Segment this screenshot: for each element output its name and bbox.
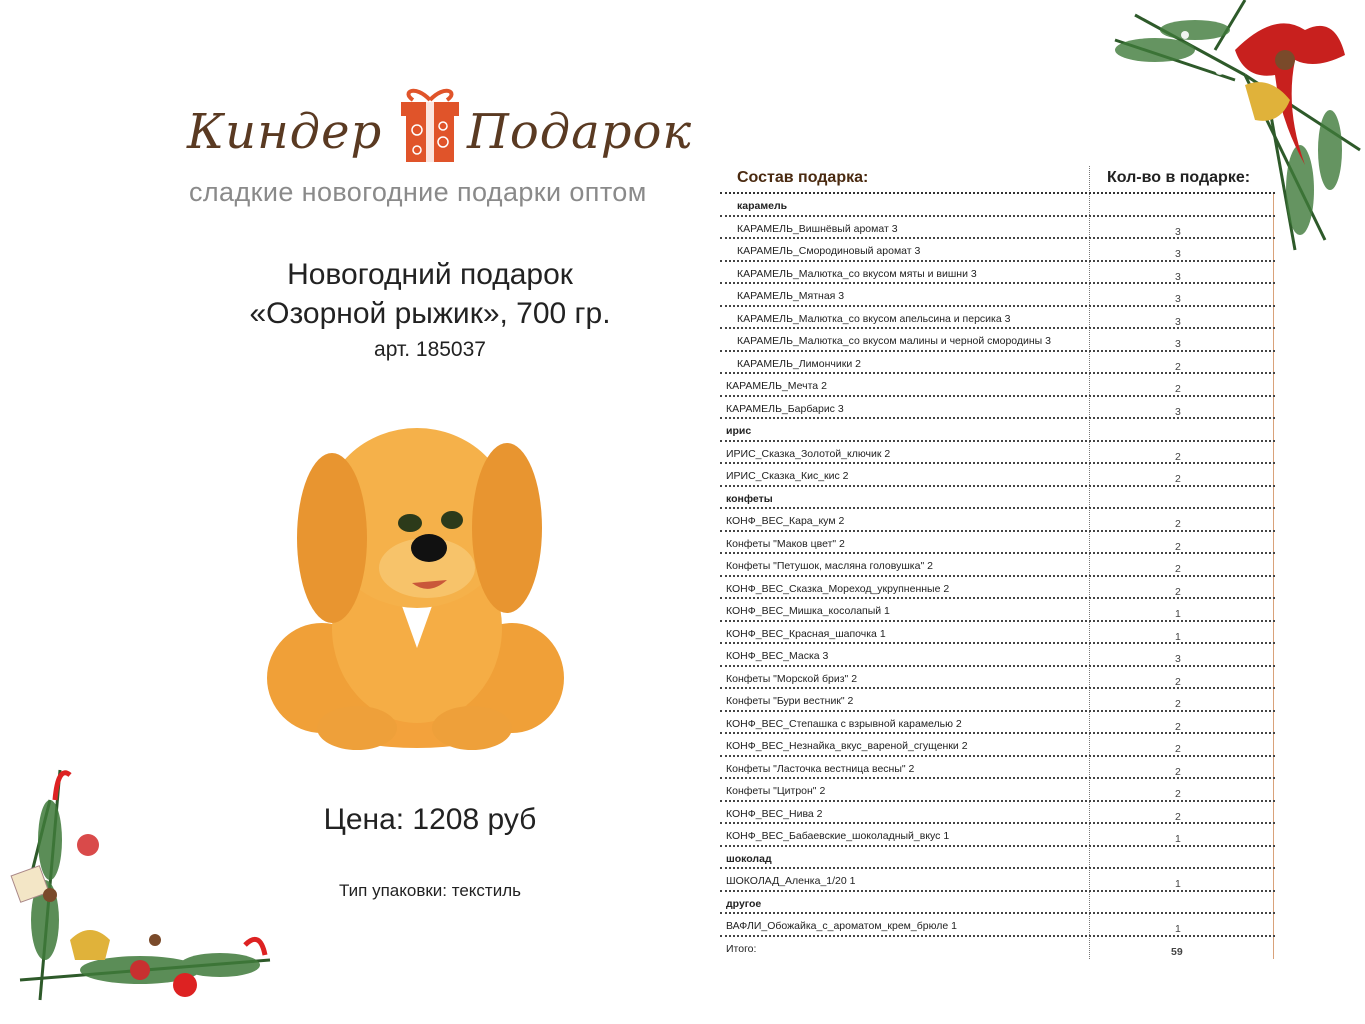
category-row xyxy=(720,847,1275,870)
item-name: Конфеты "Ласточка вестница весны" 2 xyxy=(726,762,915,775)
category-name: шоколад xyxy=(726,852,772,865)
christmas-garland-decoration xyxy=(0,760,280,1024)
item-name: КАРАМЕЛЬ_Барбарис 3 xyxy=(726,402,844,415)
category-row xyxy=(720,892,1275,915)
logo-tagline: сладкие новогодние подарки оптом xyxy=(189,177,647,207)
table-row xyxy=(720,262,1275,285)
table-row xyxy=(720,757,1275,780)
table-row xyxy=(720,734,1275,757)
item-name: КОНФ_ВЕС_Кара_кум 2 xyxy=(726,515,845,527)
item-name: ИРИС_Сказка_Кис_кис 2 xyxy=(726,470,849,482)
item-quantity: 2 xyxy=(1175,743,1181,755)
plush-puppy-image xyxy=(262,408,572,753)
item-quantity: 1 xyxy=(1175,833,1181,845)
item-quantity: 1 xyxy=(1175,923,1181,935)
table-body xyxy=(720,194,1275,959)
product-title-line2: «Озорной рыжик», 700 гр. xyxy=(249,297,611,330)
table-row xyxy=(720,667,1275,690)
item-name: ШОКОЛАД_Аленка_1/20 1 xyxy=(726,875,856,887)
item-quantity: 2 xyxy=(1175,698,1181,710)
item-name: Конфеты "Маков цвет" 2 xyxy=(726,537,845,550)
table-row xyxy=(720,622,1275,645)
gift-composition-table xyxy=(720,166,1275,959)
item-name: Конфеты "Петушок, масляна головушка" 2 xyxy=(726,560,933,572)
logo-word-kinder: Киндер xyxy=(187,104,383,160)
item-quantity: 2 xyxy=(1175,563,1181,575)
table-row xyxy=(720,284,1275,307)
table-row xyxy=(720,352,1275,375)
item-name: КАРАМЕЛЬ_Смородиновый аромат 3 xyxy=(737,245,921,257)
category-row xyxy=(720,487,1275,510)
item-quantity: 2 xyxy=(1175,675,1181,688)
item-quantity: 3 xyxy=(1175,405,1181,418)
packaging-type: Тип упаковки: текстиль xyxy=(339,881,521,900)
table-row xyxy=(720,509,1275,532)
product-title-line1: Новогодний подарок xyxy=(287,258,573,291)
item-name: ВАФЛИ_Обожайка_с_ароматом_крем_брюле 1 xyxy=(726,920,957,932)
table-header xyxy=(720,166,1275,194)
item-quantity: 2 xyxy=(1175,720,1181,733)
item-name: КАРАМЕЛЬ_Малютка_со вкусом малины и черной смородины 3 xyxy=(737,335,1051,347)
table-row xyxy=(720,397,1275,420)
table-row xyxy=(720,824,1275,847)
table-row xyxy=(720,532,1275,555)
item-quantity: 3 xyxy=(1175,293,1181,305)
table-row xyxy=(720,464,1275,487)
item-name: ИРИС_Сказка_Золотой_ключик 2 xyxy=(726,447,891,460)
item-name: КАРАМЕЛЬ_Мятная 3 xyxy=(737,290,845,302)
header-quantity: Кол-во в подарке: xyxy=(1107,169,1251,186)
item-quantity: 2 xyxy=(1175,540,1181,553)
item-name: КАРАМЕЛЬ_Малютка_со вкусом апельсина и персика 3 xyxy=(737,312,1011,325)
item-quantity: 2 xyxy=(1175,788,1181,800)
category-name: карамель xyxy=(737,200,788,212)
table-row xyxy=(720,599,1275,622)
item-name: Конфеты "Цитрон" 2 xyxy=(726,785,826,797)
product-price: Цена: 1208 руб xyxy=(323,803,537,836)
item-name: КОНФ_ВЕС_Бабаевские_шоколадный_вкус 1 xyxy=(726,830,950,842)
table-row xyxy=(720,217,1275,240)
item-quantity: 2 xyxy=(1175,585,1181,598)
item-name: КАРАМЕЛЬ_Малютка_со вкусом мяты и вишни 3 xyxy=(737,267,977,280)
item-name: КАРАМЕЛЬ_Вишнёвый аромат 3 xyxy=(737,222,898,235)
gift-box-icon xyxy=(393,78,467,166)
item-name: КОНФ_ВЕС_Степашка с взрывной карамелью 2 xyxy=(726,717,962,730)
item-quantity: 3 xyxy=(1175,225,1181,238)
item-quantity: 3 xyxy=(1175,338,1181,350)
table-row xyxy=(720,554,1275,577)
category-name: ирис xyxy=(726,425,752,437)
item-name: КОНФ_ВЕС_Маска 3 xyxy=(726,650,829,662)
table-row xyxy=(720,689,1275,712)
table-row xyxy=(720,712,1275,735)
header-composition: Состав подарка: xyxy=(737,169,869,186)
item-quantity: 3 xyxy=(1175,653,1181,665)
item-quantity: 3 xyxy=(1175,270,1181,283)
item-name: Конфеты "Морской бриз" 2 xyxy=(726,672,858,685)
item-name: КАРАМЕЛЬ_Мечта 2 xyxy=(726,380,827,392)
table-row xyxy=(720,307,1275,330)
item-name: КАРАМЕЛЬ_Лимончики 2 xyxy=(737,357,861,370)
item-quantity: 3 xyxy=(1175,315,1181,328)
table-row xyxy=(720,914,1275,937)
item-name: Итого: xyxy=(726,942,757,955)
item-name: КОНФ_ВЕС_Красная_шапочка 1 xyxy=(726,627,886,640)
table-row xyxy=(720,802,1275,825)
item-quantity: 2 xyxy=(1175,765,1181,778)
item-name: КОНФ_ВЕС_Незнайка_вкус_вареной_сгущенки 2 xyxy=(726,740,968,752)
item-quantity: 1 xyxy=(1175,630,1181,643)
item-quantity: 2 xyxy=(1175,473,1181,485)
table-row xyxy=(720,239,1275,262)
table-row xyxy=(720,577,1275,600)
item-name: КОНФ_ВЕС_Нива 2 xyxy=(726,807,823,820)
table-row xyxy=(720,869,1275,892)
table-row xyxy=(720,329,1275,352)
category-name: другое xyxy=(726,897,762,910)
item-name: КОНФ_ВЕС_Сказка_Мореход_укрупненные 2 xyxy=(726,582,950,595)
item-quantity: 2 xyxy=(1175,383,1181,395)
item-quantity: 2 xyxy=(1175,810,1181,823)
logo-word-podarok: Подарок xyxy=(467,104,693,160)
item-quantity: 2 xyxy=(1175,360,1181,373)
brand-logo xyxy=(185,76,693,216)
table-row xyxy=(720,644,1275,667)
item-name: КОНФ_ВЕС_Мишка_косолапый 1 xyxy=(726,605,890,617)
product-article: арт. 185037 xyxy=(374,338,486,361)
table-row xyxy=(720,779,1275,802)
item-quantity: 3 xyxy=(1175,248,1181,260)
category-row xyxy=(720,419,1275,442)
item-quantity: 2 xyxy=(1175,518,1181,530)
table-row xyxy=(720,374,1275,397)
item-quantity: 1 xyxy=(1175,878,1181,890)
category-name: конфеты xyxy=(726,492,773,505)
item-quantity: 1 xyxy=(1175,608,1181,620)
item-quantity: 59 xyxy=(1171,945,1183,958)
total-row xyxy=(720,937,1275,960)
item-quantity: 2 xyxy=(1175,450,1181,463)
category-row xyxy=(720,194,1275,217)
table-row xyxy=(720,442,1275,465)
item-name: Конфеты "Бури вестник" 2 xyxy=(726,695,854,707)
